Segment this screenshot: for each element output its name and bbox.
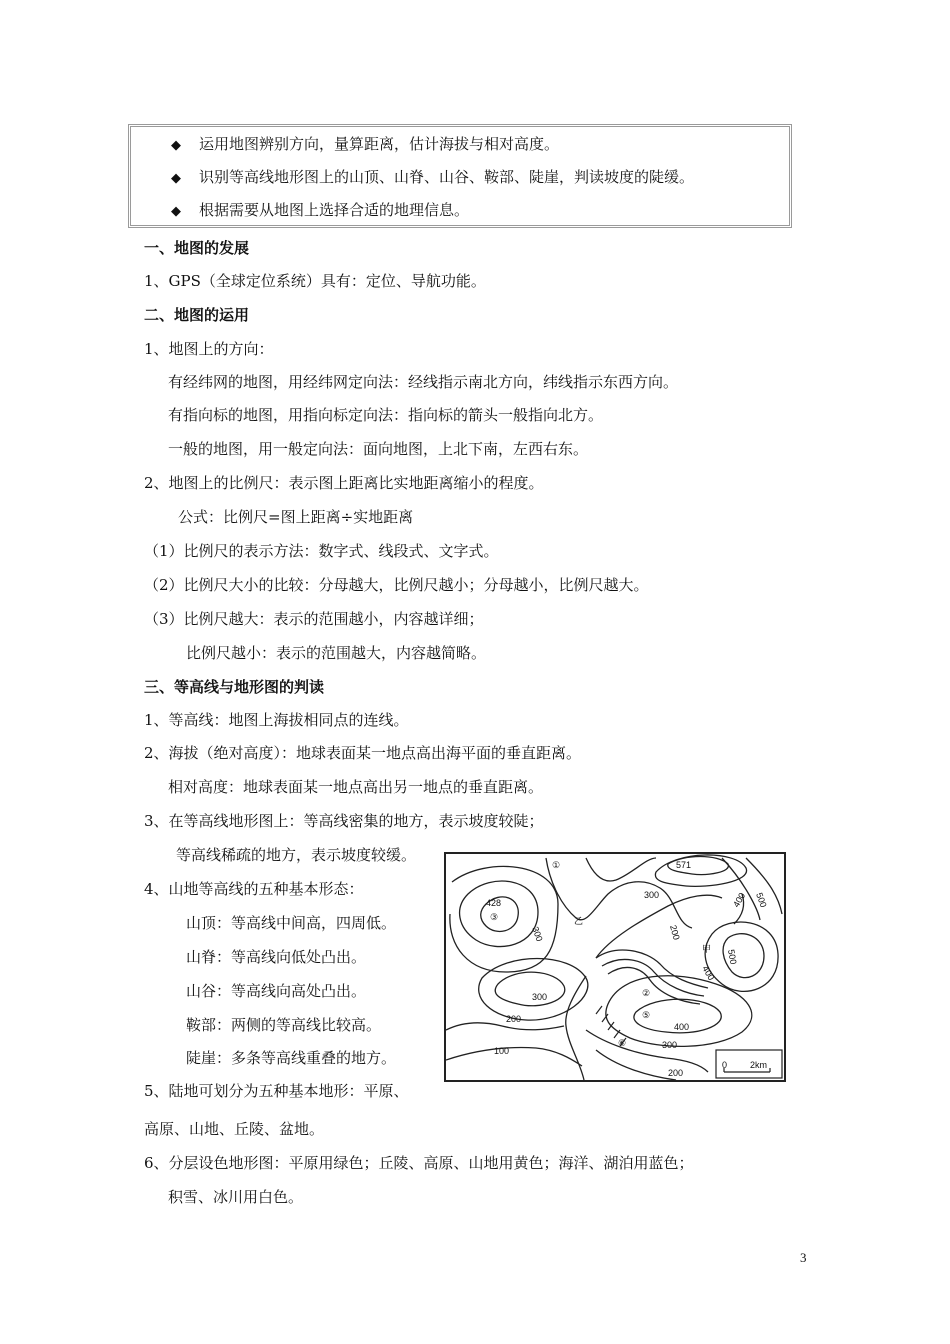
point-marker: ③ [490,912,499,922]
body-line: 一般的地图，用一般定向法：面向地图，上北下南，左西右东。 [168,440,589,458]
contour-label: 300 [532,992,548,1002]
contour-map [444,852,786,1082]
body-line: 比例尺越小：表示的范围越大，内容越简略。 [186,644,487,662]
body-line: 高原、山地、丘陵、盆地。 [144,1120,325,1138]
body-line: 4、山地等高线的五种基本形态： [144,880,364,898]
landform-line: 山脊：等高线向低处凸出。 [186,948,367,966]
body-line: 3、在等高线地形图上：等高线密集的地方，表示坡度较陡； [144,812,544,830]
contour-label: 200 [506,1014,522,1024]
body-line: 1、GPS（全球定位系统）具有：定位、导航功能。 [144,272,486,290]
diamond-bullet-icon: ◆ [171,171,181,186]
contour-label: 400 [731,890,748,909]
body-line: 1、等高线：地图上海拔相同点的连线。 [144,711,409,729]
contour-label: 200 [668,923,682,942]
contour-label: 300 [662,1040,678,1050]
formula-line: 公式：比例尺=图上距离÷实地距离 [178,508,414,526]
section-heading: 三、等高线与地形图的判读 [144,678,325,696]
contour-line [450,866,558,972]
body-line: 2、海拔（绝对高度）：地球表面某一地点高出海平面的垂直距离。 [144,744,582,762]
elevation-label: 428 [486,898,502,908]
landform-line: 陡崖：多条等高线重叠的地方。 [186,1049,397,1067]
body-line: 1、地图上的方向： [144,340,274,358]
contour-line [596,1050,676,1080]
objective-item: ◆ 运用地图辨别方向，量算距离，估计海拔与相对高度。 [171,135,560,153]
contour-label: 500 [754,891,769,909]
contour-label: 400 [700,964,717,983]
body-line: （3）比例尺越大：表示的范围越小，内容越详细； [144,610,484,628]
diamond-bullet-icon: ◆ [171,204,181,219]
body-line: 有指向标的地图，用指向标定向法：指向标的箭头一般指向北方。 [168,406,604,424]
point-marker: ⑤ [642,1010,651,1020]
contour-label: 200 [668,1068,684,1078]
page-number: 3 [800,1250,807,1265]
section-heading: 一、地图的发展 [144,239,250,257]
contour-label: 400 [674,1022,690,1032]
body-line: 有经纬网的地图，用经纬网定向法：经线指示南北方向，纬线指示东西方向。 [168,373,679,391]
place-label: 甲 [702,944,712,954]
scale-label: 2km [750,1060,768,1070]
contour-line [606,976,752,1047]
scale-label: 0 [722,1060,728,1070]
body-line: 等高线稀疏的地方，表示坡度较缓。 [176,846,417,864]
landform-line: 山谷：等高线向高处凸出。 [186,982,367,1000]
landform-line: 鞍部：两侧的等高线比较高。 [186,1016,382,1034]
point-marker: ⑥ [618,1038,627,1048]
body-line: 相对高度：地球表面某一地点高出另一地点的垂直距离。 [168,778,544,796]
contour-label: 300 [644,890,660,900]
contour-label: 500 [726,948,739,966]
place-label: 乙 [574,916,584,926]
body-line: 5、陆地可划分为五种基本地形：平原、 [144,1082,409,1100]
objectives-box [128,124,792,228]
contour-line [586,858,656,881]
contour-line [446,1048,582,1067]
contour-line [446,1023,564,1030]
point-marker: ② [642,988,651,998]
contour-line [460,881,538,947]
section-heading: 二、地图的运用 [144,306,250,324]
body-line: 积雪、冰川用白色。 [168,1188,304,1206]
landform-line: 山顶：等高线中间高，四周低。 [186,914,397,932]
diamond-bullet-icon: ◆ [171,138,181,153]
objective-item: ◆ 识别等高线地形图上的山顶、山脊、山谷、鞍部、陡崖，判读坡度的陡缓。 [171,168,695,186]
contour-line [495,972,565,1006]
body-line: （1）比例尺的表示方法：数字式、线段式、文字式。 [144,542,499,560]
elevation-label: 571 [676,860,692,870]
contour-line [705,922,778,991]
contour-line [566,976,586,1080]
body-line: 6、分层设色地形图：平原用绿色；丘陵、高原、山地用黄色；海洋、湖泊用蓝色； [144,1154,694,1172]
contour-line [586,1030,708,1072]
objective-item: ◆ 根据需要从地图上选择合适的地理信息。 [171,201,470,219]
point-marker: ① [552,860,561,870]
body-line: 2、地图上的比例尺：表示图上距离比实地距离缩小的程度。 [144,474,544,492]
contour-label: 300 [530,925,545,943]
contour-label: 100 [494,1046,510,1056]
body-line: （2）比例尺大小的比较：分母越大，比例尺越小；分母越小，比例尺越大。 [144,576,649,594]
